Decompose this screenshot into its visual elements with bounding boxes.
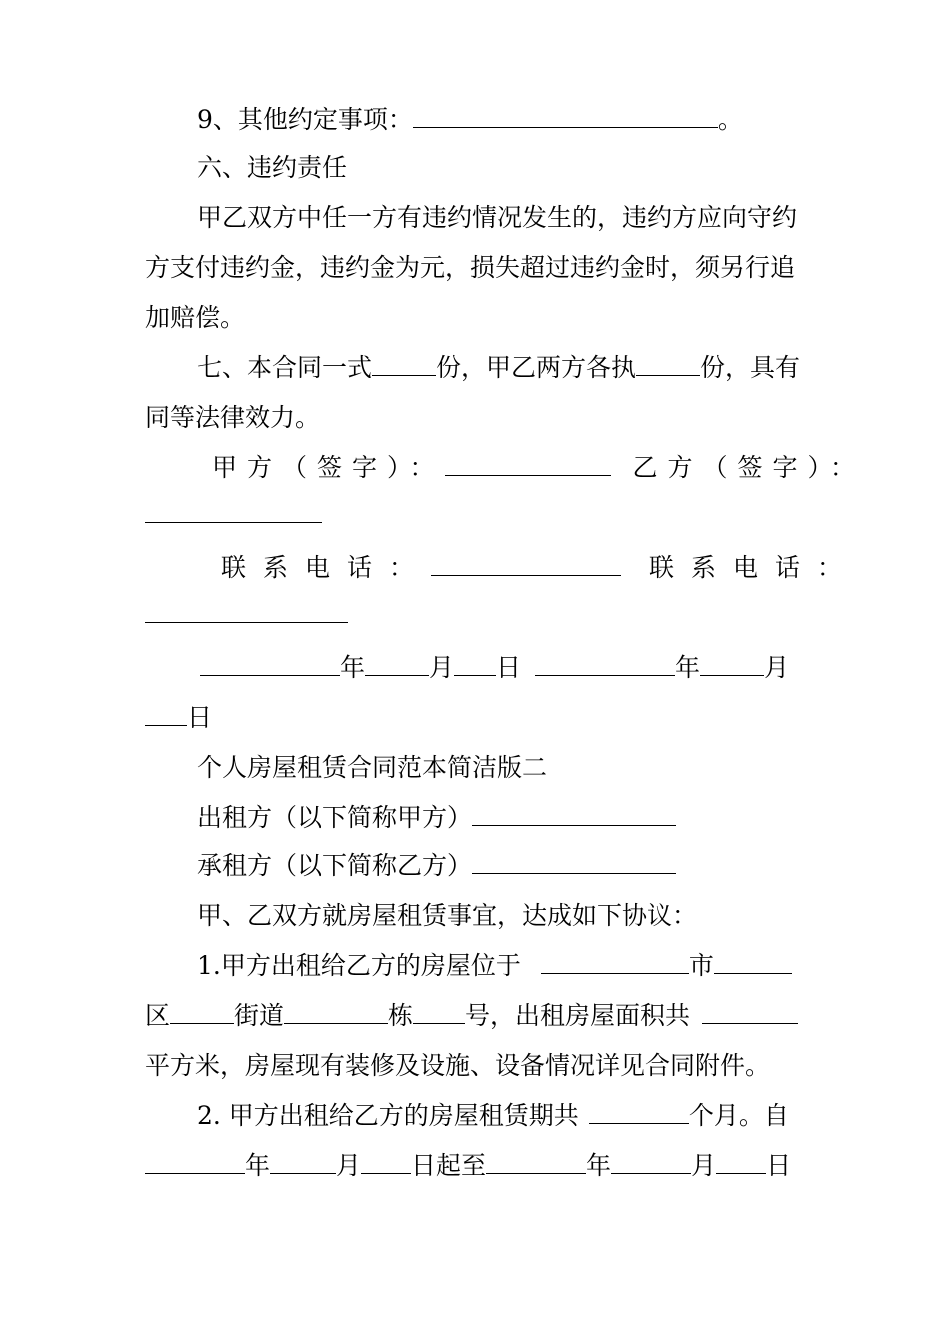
clause-1-line: 平方米，房屋现有装修及设施、设备情况详见合同附件。 (145, 1051, 771, 1080)
blank-field (170, 1001, 234, 1024)
clause-2-line: 年 月 日起至 年 月 日 (145, 1151, 807, 1181)
blank-field (636, 353, 700, 376)
party-b-phone-blank (145, 600, 348, 623)
blank-field (270, 1151, 336, 1174)
copies-line: 七、本合同一式 份，甲乙两方各执 份，具有 (197, 353, 801, 382)
blank-field (413, 1001, 465, 1024)
blank-field (700, 653, 764, 676)
paragraph-line: 加赔偿。 (145, 303, 246, 332)
lessee-blank (472, 851, 676, 874)
agreement-intro: 甲、乙双方就房屋租赁事宜，达成如下协议： (197, 901, 698, 930)
blank-field (145, 703, 187, 726)
lessor-line: 出租方（以下简称甲方） (197, 803, 807, 833)
blank-field (716, 1151, 766, 1174)
paragraph-line: 同等法律效力。 (145, 403, 321, 432)
blank-field (284, 1001, 388, 1024)
blank-field (145, 1151, 245, 1174)
other-agreements-line: 9、其他约定事项： 。 (197, 105, 743, 134)
blank-field (541, 951, 689, 974)
date-line: 年 月 日 年 月 (200, 653, 810, 683)
blank-field (714, 951, 792, 974)
paragraph-line: 甲乙双方中任一方有违约情况发生的，违约方应向守约 (197, 203, 798, 232)
date-line-continued: 日 (145, 703, 807, 733)
phone-line-continued (145, 600, 807, 630)
document-subtitle: 个人房屋租赁合同范本简洁版二 (197, 753, 548, 782)
lessee-line: 承租方（以下简称乙方） (197, 851, 807, 881)
blank-field (454, 653, 496, 676)
signature-line-continued (145, 500, 807, 530)
party-a-signature-blank (445, 453, 611, 476)
signature-line: 甲方（签字）： 乙方（签字）： (212, 453, 866, 482)
clause-2-line: 2. 甲方出租给乙方的房屋租赁期共 个月。自 (197, 1101, 789, 1130)
blank-field (200, 653, 340, 676)
blank-field (611, 1151, 691, 1174)
blank-field (413, 105, 718, 128)
blank-field (702, 1001, 798, 1024)
blank-field (365, 653, 429, 676)
blank-field (535, 653, 675, 676)
blank-field (361, 1151, 411, 1174)
blank-field (372, 353, 436, 376)
blank-field (486, 1151, 586, 1174)
party-b-signature-blank (145, 500, 322, 523)
phone-line: 联系电话： 联系电话： (221, 553, 860, 582)
blank-field (589, 1101, 689, 1124)
paragraph-line: 方支付违约金，违约金为元，损失超过违约金时，须另行追 (145, 253, 796, 282)
clause-1-line: 区 街道 栋 号，出租房屋面积共 (145, 1001, 807, 1031)
party-a-phone-blank (431, 553, 621, 576)
section-heading-breach: 六、违约责任 (197, 153, 348, 182)
clause-1-line: 1.甲方出租给乙方的房屋位于 市 (197, 951, 807, 981)
lessor-blank (472, 803, 676, 826)
